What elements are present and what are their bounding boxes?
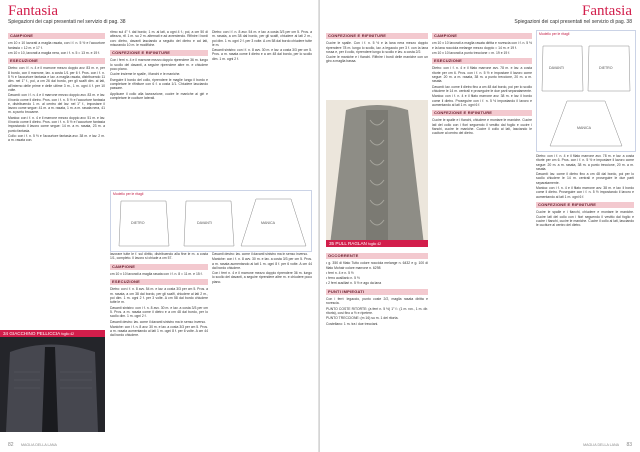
photo-caption — [0, 330, 105, 337]
section-text: Dietro: con i f. n. 8 avv. 54 m. e lav. a costa 3/3 per cm 5. Pros. a m. rasata, a cm 38 dal bordo, per gli scalfi, chiudere ai lati 2 m., poi dim. 1 m. ogni 2 f. per 3 volte. A cm 58 dal bordo chiudere tutte le m. — [110, 287, 208, 305]
diagram-label-front: DAVANTI — [549, 66, 565, 70]
page-number-value: 83 — [626, 442, 632, 448]
section-text: PUNTO COSTE RITORTE: (a ferri n. 5 ½) 1° f.: (1 m. rov., 1 m. dir. ritorta), cosi fino a ½ e ripetere. — [326, 306, 428, 315]
diagram-label-sleeve: MANICA — [261, 221, 275, 225]
section-header: CAMPIONE — [110, 264, 208, 270]
section-header: CONFEZIONE E RIFINITURE — [326, 33, 428, 39]
right-column-1 — [326, 30, 428, 100]
section-header: OCCORRENTE — [326, 253, 428, 259]
page-subtitle: Spiegazioni dei capi presentati nel servizio di pag. 38 — [514, 19, 632, 25]
right-column-1-lower — [326, 250, 428, 440]
section-text: Con i ferri: legaccio, punto coste 2/2, maglia rasata diritta e rovescia. — [326, 297, 428, 306]
section-text: Dietro: con i f. n. 8 avv. 54 m. e lav. a costa 3/3 per cm 5. Pros. a m. rasata, a cm 38 dal bordo, per gli scalfi, chiudere ai lati 2 m., poi dim. 1 m. ogni 2 f. per 3 volte. A cm 58 dal bordo chiudere tutte le m. — [212, 30, 312, 47]
section-header: CAMPIONE — [8, 33, 105, 39]
section-text: Maniche: con i f. n. 8 avv. 30 m. e lav. a costa 3/3 per cm 5. Pros. a m. rasata aumentando ai lati 1 m. ogni 8 f. per 6 volte. A cm 44 dal bordo chiudere. — [212, 257, 312, 270]
section-text: • ferri n. 4 e n. 5 ½ — [326, 270, 354, 275]
section-text: cm 10 x 10 lavorati a punto treccione = m. 19 e 19 f. — [432, 50, 511, 55]
section-header: CAMPIONE — [432, 33, 532, 39]
section-text: Eseguire il bordo del collo, riprendere le maglie lungo il bordo e completare le rifiniture con 6 f. a costa 1/1. Chiudere lasciando passare. — [110, 77, 208, 91]
section-text: Davanti sinistro: con i f. n. 8 avv. 30 m. e lav. a costa 3/3 per cm 5. Pros. a m. rasata come il dietro e a cm 48 dal bordo, per lo scollo dim. 1 m. ogni 2 f. — [110, 305, 208, 319]
left-column-1 — [8, 30, 105, 330]
section-header: ESECUZIONE — [8, 58, 105, 64]
page-title: Fantasia — [582, 3, 632, 19]
section-text: Cucire insieme le spalle, i fianchi e le maniche. — [110, 72, 181, 77]
right-column-2 — [432, 30, 532, 440]
section-text: ritmo sul 4° f. dal bordo; 1 m. ai lati, a ogni 4 f.; poi, a cm 50 di altezza, rif. 1 m. su 2 m. alternati e ad avrestendo. Rifinire i bordi con: dietro, davanti lasciando a seguito del dietro e ad lati, misurando 10 m. le modifiche. — [110, 30, 208, 47]
section-text: Dietro: con i f. n. 4 e il marrone mezzo doppio avv. 83 m. e, per 8 bordo, con il marrone, lav. a costa 1/1 per 6 f. Pros. con i f. n. 5 ½ e l'accurtore fantasia e lav. a maglia rasata, distribuendo 11 dim. nel 1° f., poi, a cm 26 dal bordo, per gli scalfi dim. ai lati, all'interno delle prime e delle ultime 3 m., 1 m. ogni 4 f. per 10 volte. — [8, 66, 105, 92]
section-text: Con i ferri n. 4 e il marrone mezzo doppio riprendere 36 m. lungo lo scollo del davanti, a seguire riprendere altre m. e chiudere poco piano. — [212, 271, 312, 284]
caption-title: 35 PULL RAGLAN — [329, 241, 367, 246]
diagram-label-back: DIETRO — [599, 66, 613, 70]
section-text: Davanti: con i f. n. 4 e il marrone mezzo doppio avv. 83 m. e lav. il bordo come il dietro. Pros. con i f. n. 5 ½ e l'accurtore fantasia e, distribuendo 1 m. al centro del lav. nel 1° f., impostare il lavoro come segue: 41 m. a m. rasata, 1 m. a m. rasata nera, 41 m. a punto brocame. — [8, 93, 105, 115]
section-text: cm 10 x 10 lavorati a maglia rasata diritta e rovescia con i f. n. 5 ½ e la lana nocciola melange mezzo doppio = 14 m. e 19 f. — [432, 41, 532, 50]
section-text: • ferro ausiliario n. 5 ½ — [326, 276, 360, 281]
diagram-label-front: DAVANTI — [197, 221, 213, 225]
section-text: Applicare il collo alla lavorazione, cucire le maniche ai giri e completare le cuciture laterali. — [110, 91, 208, 100]
garment-photo — [0, 332, 105, 432]
page-subtitle: Spiegazioni dei capi presentati nel servizio di pag. 38 — [8, 19, 126, 25]
section-text: Cucire le spalle e i fianchi, chiudere e montare le maniche. Cucire lati del collo con i fiori seguendo il vestito dal foglio e cucire i fianchi, cucire le maniche. Cucire il collo ai lati, lasciando le cuciture al centro del dietro. — [432, 118, 532, 136]
section-text: Dietro: con i f. n. 4 e il filato marrone avv. 78 m. e lav. a costa ritorte per cm 6. Pros. con i f. n. 5 ½ e impostare il lavoro come segue: 20 m. a m. rasata, 38 m. a punto treccione, 20 m. a m. rasata. — [432, 66, 532, 84]
caption-title: 34 GIACCHINO PELLICCIA — [3, 331, 60, 336]
section-text: Maniche: con i f. n. 8 avv. 30 m. e lav. a costa 3/3 per cm 5. Pros. a m. rasata aumentando ai lati 1 m. ogni 8 f. per 6 volte. A cm 44 dal bordo chiudere. — [110, 324, 208, 338]
section-text: Cucire le maniche e i fianchi. Rifinire i bordi delle maniche con un giro a maglia bassa. — [326, 55, 428, 64]
section-text: • g. 350 di filato Tutto colore nocciola melange n. 6432 e g. 100 di filato Mohair colore marrone n. 6298 — [326, 261, 428, 270]
right-page — [320, 0, 640, 452]
page-number — [583, 442, 632, 448]
section-text: Manica: con i f. n. 4 e il marrone mezzo doppio avv. 51 m. e lav. il bordo come il dietro. Pros. con i f. n. 5 ½ e l'accurtore fantasia impostando il lavoro come segue: 14 m. a m. rasata, 23 m. a punto fantasia. — [8, 115, 105, 133]
section-text: Cucire le spalle e i fianchi, chiudere e montare le maniche. Cucire lati del collo con i fiori seguendo il vestito dal foglio e cucire i fianchi, cucire le maniche. Cucire il collo ai lati, lasciando le cuciture al centro del dietro. — [536, 210, 634, 228]
pattern-diagram — [536, 30, 636, 152]
section-text: cm 10 x 10, lavorati a maglia nera, con i f. n. 5 = 13 m. e 19 f. — [8, 50, 101, 55]
left-column-2-lower — [110, 252, 208, 440]
section-header: CONFEZIONE E RIFINITURE — [432, 110, 532, 116]
section-text: cm 10 x 10 lavorati a maglia rasata con i f. n. 8 = 11 m. e 15 f. — [110, 271, 203, 276]
caption-page: foglio 42 — [368, 242, 381, 246]
garment-photo — [326, 100, 428, 245]
section-text: Davanti destro: lav. come il davanti sinistro ma in senso inverso. — [110, 319, 207, 324]
section-header: CONFEZIONE E RIFINITURE — [536, 202, 634, 208]
left-column-3 — [212, 30, 312, 190]
diagram-label-back: DIETRO — [131, 221, 145, 225]
diagram-title: Modello per le ritagli — [539, 32, 570, 36]
section-text: lavorare tutte le f. sul diritto, distribuendo alla fine le m. a costa 1/1, completo. Il lavoro si chiude a cm 57. — [110, 252, 208, 261]
photo-caption — [326, 240, 428, 247]
section-header: PUNTI IMPIEGATI — [326, 289, 428, 295]
section-text: Con i ferri n. 4 e il marrone mezzo doppio riprendere 36 m. lungo lo scollo del davanti, a seguire riprendere altre m. e chiudere poco piano. — [110, 58, 208, 72]
section-text: cm 10 x 10 lavorati a maglia rasata, con i f. n. 5 ½ e l'accurtore fantasia = 12 m. e 17 f. — [8, 41, 105, 50]
footer-magazine: MAGLIA DELLA LANA — [20, 443, 57, 447]
pattern-diagram — [110, 190, 312, 252]
right-column-3 — [536, 154, 634, 440]
diagram-label-sleeve: MANICA — [577, 126, 591, 130]
section-text: Manica: con i f. n. 4 e il filato marrone avv. 38 m. e lav. il bordo come il dietro. Proseguire con i f. n. 5 ½ impostando il lavoro e aumentando ai lati 1 m. ogni 6 f. — [536, 186, 634, 199]
left-column-3-lower — [212, 252, 312, 440]
section-header: CONFEZIONE E RIFINITURE — [110, 50, 208, 56]
section-text: Manica: con i f. n. 4 e il filato marrone avv. 38 m. e lav. il bordo come il dietro. Proseguire con i f. n. 5 ½ impostando il lavoro e aumentando ai lati 1 m. ogni 6 f. — [432, 94, 532, 107]
section-text: Costellano: 1 m. tra i due trecciani. — [326, 321, 379, 326]
section-text: Davanti: lav. come il dietro fino a cm 48 dal bordo, poi per lo scollo chiudere le 14 m. centrali e proseguire le due parti separatamente. — [536, 172, 634, 185]
section-text: Collo: con i f. n. 5 ½ e l'accurtore fantasia avv. 38 m. e lav. 2 m. a m. rasata con. — [8, 133, 105, 143]
section-text: • 2 ferri ausiliari n. 5 ½ e ago da lana — [326, 281, 382, 286]
page-number — [8, 442, 57, 448]
section-header: ESECUZIONE — [110, 279, 208, 285]
diagram-title: Modello per le ritagli — [113, 192, 144, 196]
page-title: Fantasia — [8, 3, 58, 19]
section-header: ESECUZIONE — [432, 58, 532, 64]
section-text: Davanti: lav. come il dietro fino a cm 48 dal bordo, poi per lo scollo chiudere le 14 m. centrali e proseguire le due parti separatamente. — [432, 84, 532, 93]
caption-page: foglio 42 — [61, 332, 75, 336]
section-text: PUNTO TRECCIONE: (m 16) su m. 1 del ritorta. — [326, 316, 399, 321]
footer-magazine: MAGLIA DELLA LANA — [583, 443, 620, 447]
section-text: Davanti sinistro: con i f. n. 8 avv. 30 m. e lav. a costa 3/3 per cm 5. Pros. a m. rasata come il dietro e a cm 48 dal bordo, per lo scollo dim. 1 m. ogni 2 f. — [212, 48, 312, 61]
section-text: Cucire le spalle. Con i f. n. 5 ½ e la lana nera mezzo doppio riprendere 78 m. lungo lo scollo, lav. a legaccio per 3 f. con la lana rossa e, per il collo, riprendere lungo lo scollo e lav. a costa 2/2. — [326, 41, 428, 54]
section-text: Davanti destro: lav. come il davanti sinistro ma in senso inverso. — [212, 252, 309, 256]
section-text: Dietro: con i f. n. 4 e il filato marrone avv. 78 m. e lav. a costa ritorte per cm 6. Pros. con i f. n. 5 ½ e impostare il lavoro come segue: 20 m. a m. rasata, 38 m. a punto treccione, 20 m. a m. rasata. — [536, 154, 634, 171]
page-number-value: 82 — [8, 442, 14, 448]
left-column-2 — [110, 30, 208, 190]
